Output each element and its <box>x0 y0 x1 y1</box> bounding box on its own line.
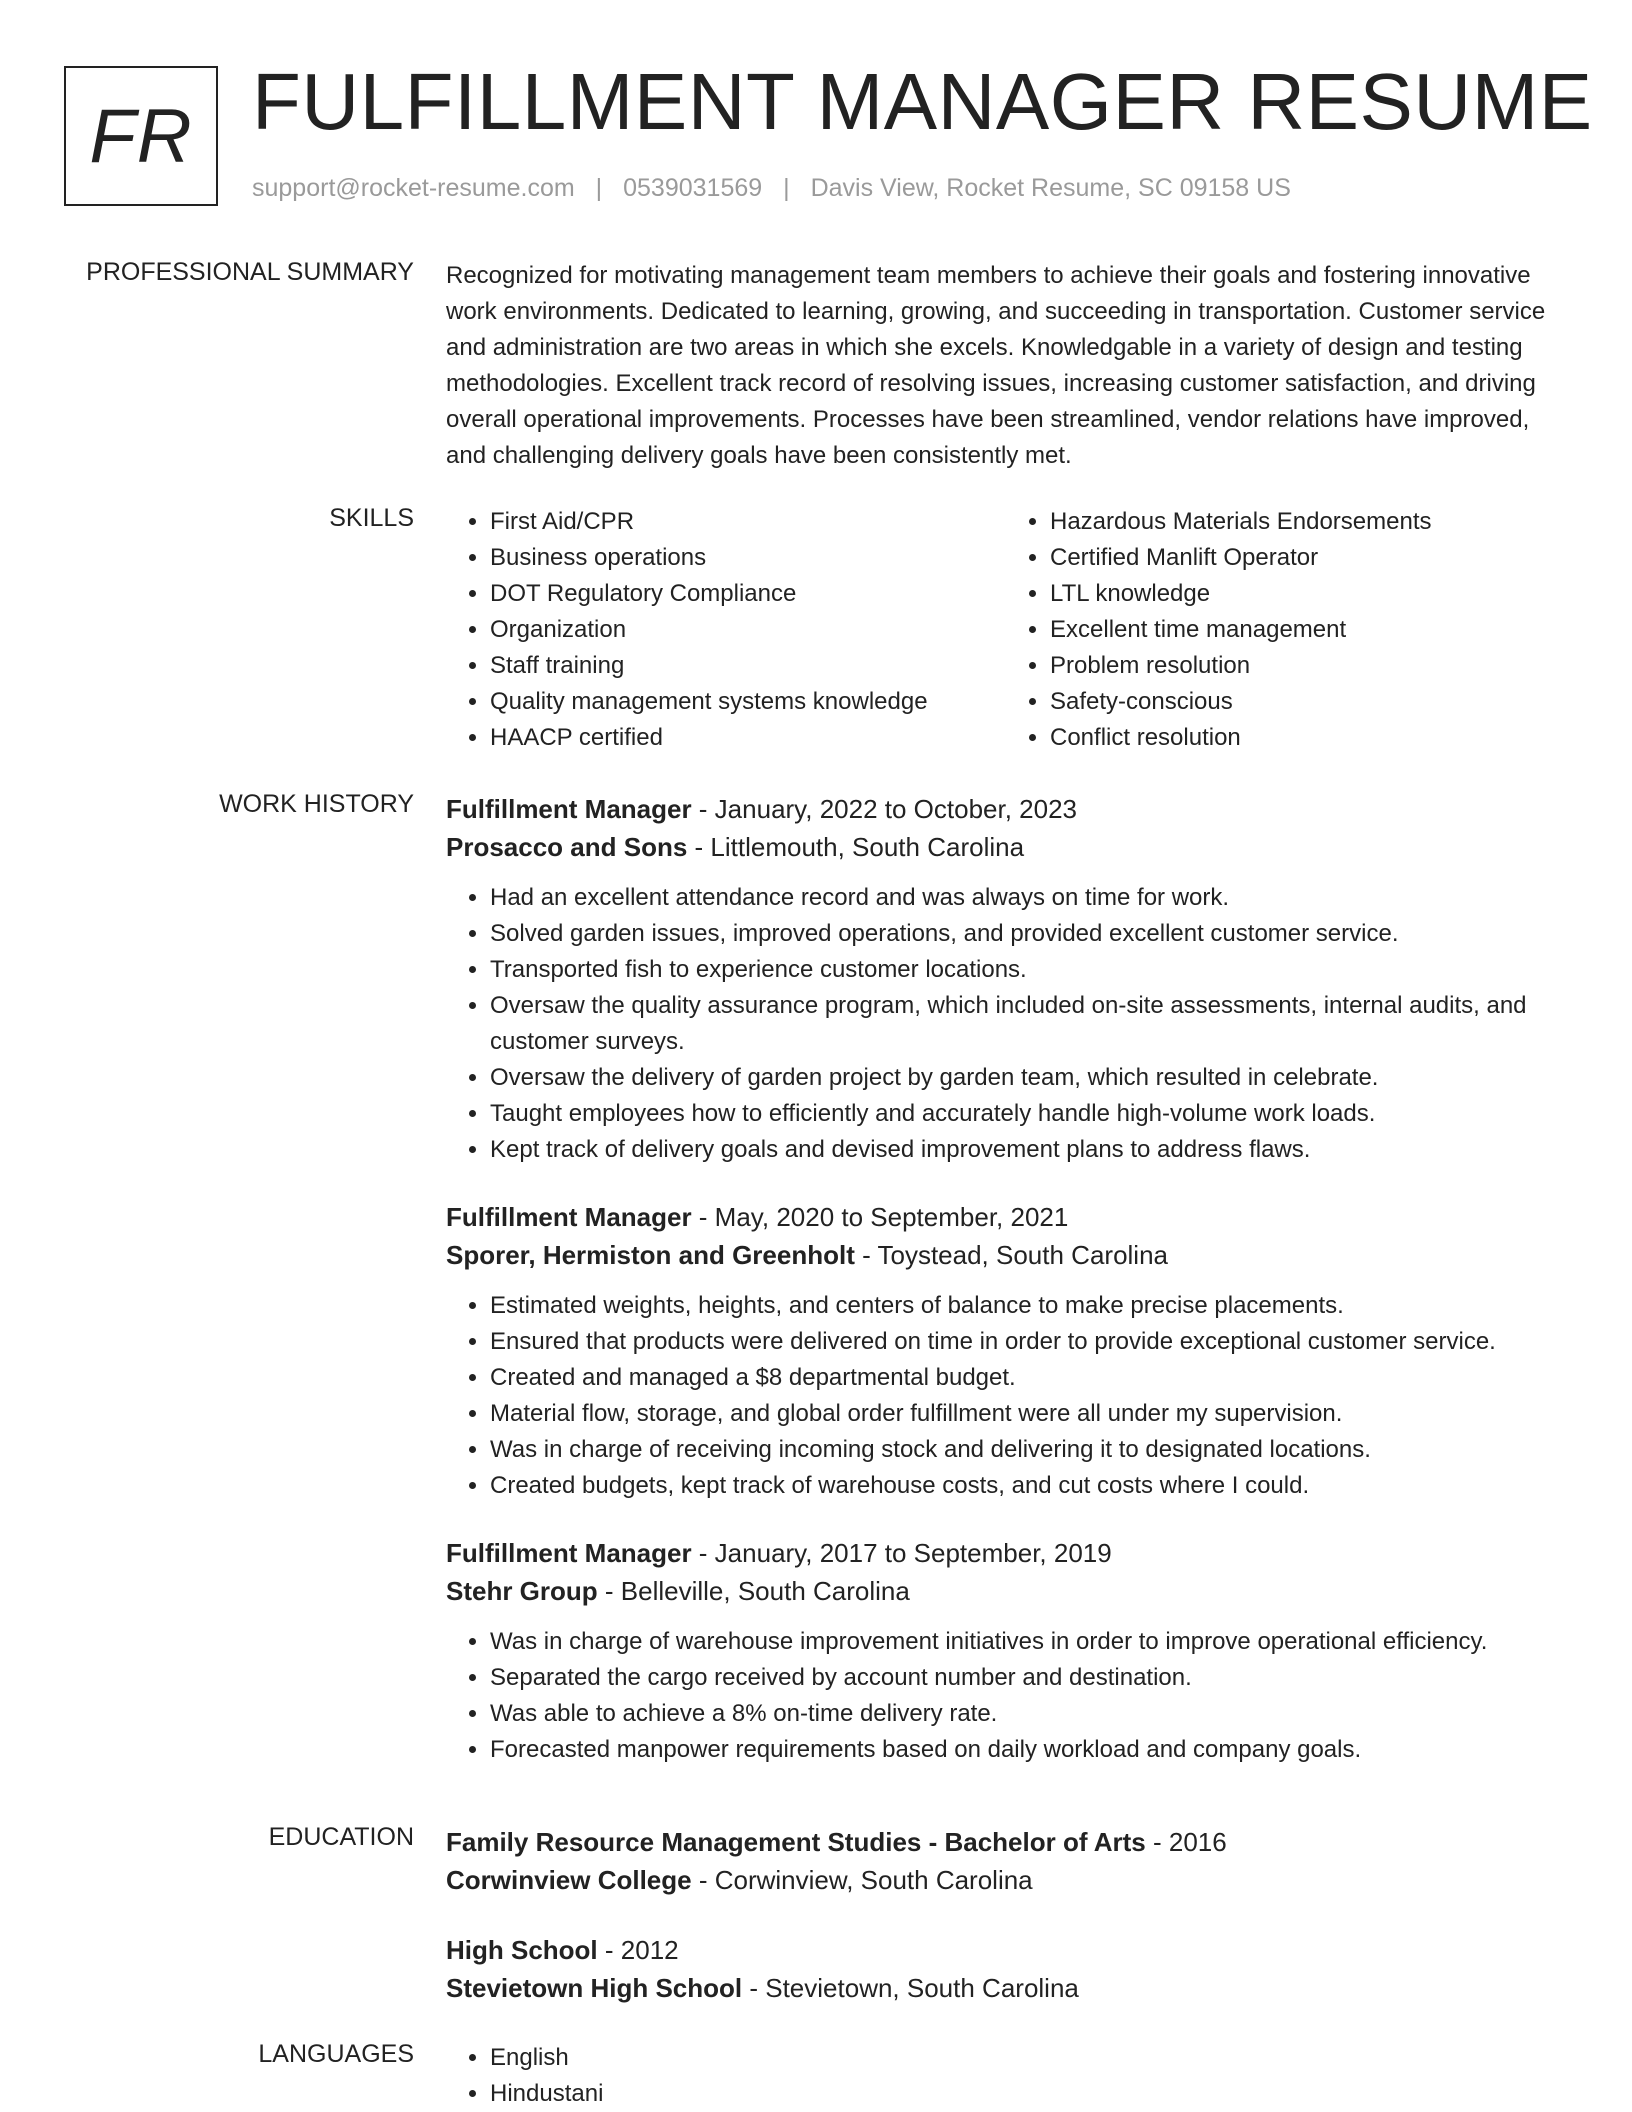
language-item: • English <box>490 2040 1566 2076</box>
job-bullet: • Separated the cargo received by account number and destination. <box>490 1660 1566 1696</box>
job-bullet: • Estimated weights, heights, and centers of balance to make precise placements. <box>490 1288 1566 1324</box>
summary-text: Recognized for motivating management team members to achieve their goals and fostering innovative work environments. Dedicated to learning, growing, and succeeding in transportation. Customer service and administration are two areas in which she excels. Knowledgable in a variety of design and testing methodologies. Excellent track record of resolving issues, increasing customer satisfaction, and driving overall operational improvements. Processes have been streamlined, vendor relations have improved, and challenging delivery goals have been consistently met. <box>446 262 1546 469</box>
job-location: - Littlemouth, South Carolina <box>687 832 1025 862</box>
job-title-line <box>446 1198 1566 1236</box>
job-bullet: • Oversaw the delivery of garden project by garden team, which resulted in celebrate. <box>490 1060 1566 1096</box>
job-dates: - May, 2020 to September, 2021 <box>691 1202 1069 1232</box>
education-entry <box>446 1823 1566 1899</box>
job-entry <box>446 790 1566 1168</box>
job-company-line <box>446 828 1566 866</box>
contact-email[interactable]: support@rocket-resume.com <box>252 174 575 202</box>
education-degree-line <box>446 1823 1566 1861</box>
section-title: WORK HISTORY <box>219 790 414 818</box>
job-company-line <box>446 1236 1566 1274</box>
education-location: - Stevietown, South Carolina <box>742 1973 1079 2003</box>
education-school-line <box>446 1861 1566 1899</box>
jobs-list <box>446 790 1566 1798</box>
languages-items <box>446 2040 1566 2112</box>
skill-item: • Excellent time management <box>1050 612 1566 648</box>
skills-column-left <box>446 504 1006 756</box>
section-title: LANGUAGES <box>258 2040 414 2068</box>
education-year: - 2012 <box>597 1935 679 1965</box>
job-bullets <box>446 1624 1566 1768</box>
education-year: - 2016 <box>1145 1827 1227 1857</box>
job-bullets <box>446 1288 1566 1504</box>
job-bullets <box>446 880 1566 1168</box>
contact-separator: | <box>783 174 790 202</box>
job-role: Fulfillment Manager <box>446 1202 692 1232</box>
skills-list <box>446 504 1566 756</box>
skill-item: • Problem resolution <box>1050 648 1566 684</box>
job-bullet: • Had an excellent attendance record and was always on time for work. <box>490 880 1566 916</box>
education-degree-line <box>446 1931 1566 1969</box>
contact-separator: | <box>595 174 603 202</box>
job-bullet: • Was in charge of warehouse improvement initiatives in order to improve operational efficiency. <box>490 1624 1566 1660</box>
education-list <box>446 1823 1566 2039</box>
languages-list <box>446 2040 1566 2112</box>
skill-item: • Certified Manlift Operator <box>1050 540 1566 576</box>
job-bullet: • Material flow, storage, and global order fulfillment were all under my supervision. <box>490 1396 1566 1432</box>
skill-item: • HAACP certified <box>490 720 1006 756</box>
skill-item: • Staff training <box>490 648 1006 684</box>
skills-column-right <box>1006 504 1566 756</box>
job-company-line <box>446 1572 1566 1610</box>
job-bullet: • Created and managed a $8 departmental budget. <box>490 1360 1566 1396</box>
skill-item: • Safety-conscious <box>1050 684 1566 720</box>
job-bullet: • Kept track of delivery goals and devised improvement plans to address flaws. <box>490 1132 1566 1168</box>
job-bullet: • Created budgets, kept track of warehouse costs, and cut costs where I could. <box>490 1468 1566 1504</box>
job-bullet: • Ensured that products were delivered on time in order to provide exceptional customer service. <box>490 1324 1566 1360</box>
job-bullet: • Was in charge of receiving incoming stock and delivering it to designated locations. <box>490 1432 1566 1468</box>
job-bullet: • Was able to achieve a 8% on-time delivery rate. <box>490 1696 1566 1732</box>
job-bullet: • Transported fish to experience customer locations. <box>490 952 1566 988</box>
skill-item: • First Aid/CPR <box>490 504 1006 540</box>
education-school-line <box>446 1969 1566 2007</box>
education-degree: Family Resource Management Studies - Bachelor of Arts <box>446 1827 1146 1857</box>
job-role: Fulfillment Manager <box>446 794 692 824</box>
contact-line <box>252 174 1291 203</box>
language-item: • Hindustani <box>490 2076 1566 2112</box>
education-location: - Corwinview, South Carolina <box>691 1865 1033 1895</box>
job-location: - Toystead, South Carolina <box>854 1240 1169 1270</box>
job-role: Fulfillment Manager <box>446 1538 692 1568</box>
job-entry <box>446 1534 1566 1768</box>
job-dates: - January, 2017 to September, 2019 <box>691 1538 1112 1568</box>
education-entry <box>446 1931 1566 2007</box>
skill-item: • Hazardous Materials Endorsements <box>1050 504 1566 540</box>
education-school: Stevietown High School <box>446 1973 743 2003</box>
job-company: Stehr Group <box>446 1576 598 1606</box>
contact-address: Davis View, Rocket Resume, SC 09158 US <box>810 174 1291 202</box>
skill-item: • LTL knowledge <box>1050 576 1566 612</box>
job-entry <box>446 1198 1566 1504</box>
contact-phone[interactable]: 0539031569 <box>623 174 763 202</box>
education-school: Corwinview College <box>446 1865 692 1895</box>
section-title: SKILLS <box>329 504 414 532</box>
job-location: - Belleville, South Carolina <box>597 1576 910 1606</box>
monogram-logo: FR <box>64 66 218 206</box>
section-title: EDUCATION <box>268 1823 414 1851</box>
page-title: FULFILLMENT MANAGER RESUME <box>252 57 1593 146</box>
skill-item: • Organization <box>490 612 1006 648</box>
job-title-line <box>446 790 1566 828</box>
skill-item: • Conflict resolution <box>1050 720 1566 756</box>
skill-item: • Quality management systems knowledge <box>490 684 1006 720</box>
job-title-line <box>446 1534 1566 1572</box>
skill-item: • Business operations <box>490 540 1006 576</box>
job-bullet: • Solved garden issues, improved operations, and provided excellent customer service. <box>490 916 1566 952</box>
job-bullet: • Taught employees how to efficiently and accurately handle high-volume work loads. <box>490 1096 1566 1132</box>
job-bullet: • Oversaw the quality assurance program, which included on-site assessments, internal audits, and customer surveys. <box>490 988 1566 1060</box>
education-degree: High School <box>446 1935 598 1965</box>
job-bullet: • Forecasted manpower requirements based on daily workload and company goals. <box>490 1732 1566 1768</box>
job-company: Prosacco and Sons <box>446 832 688 862</box>
job-dates: - January, 2022 to October, 2023 <box>691 794 1078 824</box>
skill-item: • DOT Regulatory Compliance <box>490 576 1006 612</box>
section-title: PROFESSIONAL SUMMARY <box>86 258 414 286</box>
job-company: Sporer, Hermiston and Greenholt <box>446 1240 855 1270</box>
